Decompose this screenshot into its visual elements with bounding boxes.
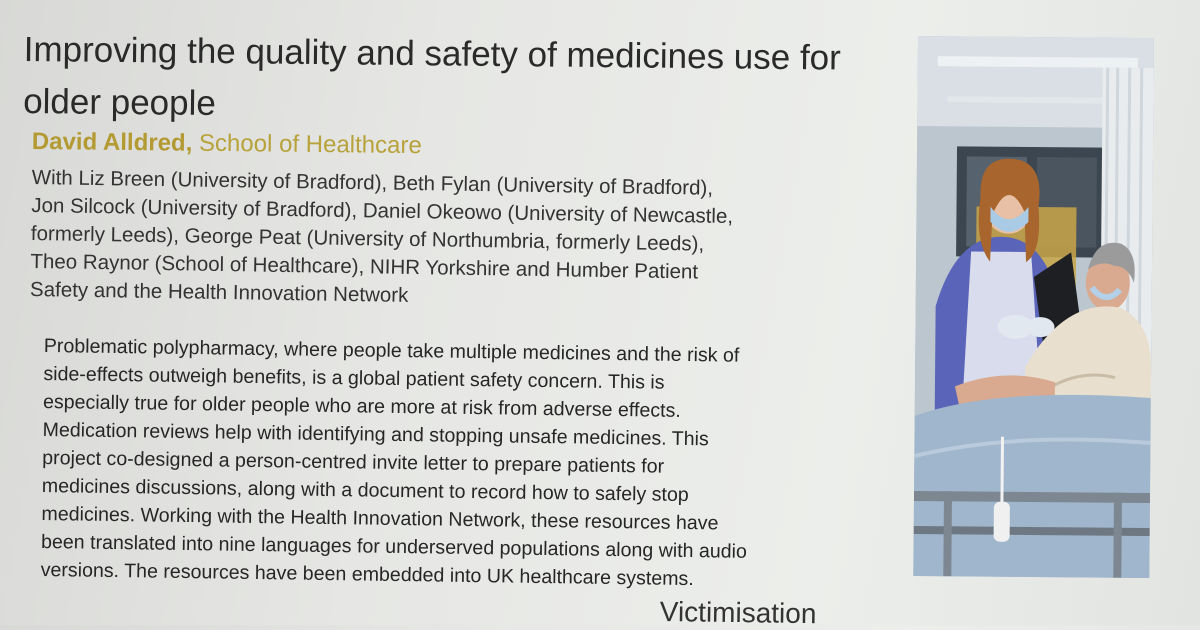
title-line-1: Improving the quality and safety of medicines use for (23, 29, 842, 78)
author-line (32, 128, 422, 160)
abstract-line: project co-designed a person-centred invite letter to prepare patients for (42, 446, 665, 478)
next-article-title-fragment: Victimisation (659, 596, 817, 630)
abstract-line: especially true for older people who are more at risk from adverse effects. (42, 390, 681, 422)
title-line-2: older people (22, 81, 217, 124)
article-title (23, 24, 914, 137)
collaborators-line: Safety and the Health Innovation Network (29, 277, 409, 307)
collaborators-block (30, 164, 932, 318)
abstract-line: Problematic polypharmacy, where people take multiple medicines and the risk of (43, 334, 740, 367)
abstract-line: versions. The resources have been embedded into UK healthcare systems. (40, 558, 694, 591)
abstract-line: medicines. Working with the Health Innovation Network, these resources have (41, 502, 719, 535)
collaborators-line: formerly Leeds), George Peat (University of Northumbria, formerly Leeds), (30, 221, 705, 256)
abstract-line: been translated into nine languages for underserved populations along with audio (40, 530, 748, 563)
collaborators-line: Jon Silcock (University of Bradford), Daniel Okeowo (University of Newcastle, (31, 193, 734, 229)
abstract-line: Medication reviews help with identifying and stopping unsafe medicines. This (42, 418, 709, 451)
author-affiliation: School of Healthcare (198, 129, 422, 160)
abstract-line: side-effects outweigh benefits, is a global patient safety concern. This is (43, 362, 665, 394)
nurse-and-patient-illustration (913, 36, 1154, 578)
author-name: David Alldred, (31, 128, 193, 157)
abstract-line: medicines discussions, along with a document to record how to safely stop (41, 474, 689, 507)
abstract-paragraph (40, 332, 923, 596)
article-photo (913, 36, 1154, 578)
collaborators-line: With Liz Breen (University of Bradford), Beth Fylan (University of Bradford), (31, 165, 714, 200)
collaborators-line: Theo Raynor (School of Healthcare), NIHR Yorkshire and Humber Patient (30, 249, 699, 284)
